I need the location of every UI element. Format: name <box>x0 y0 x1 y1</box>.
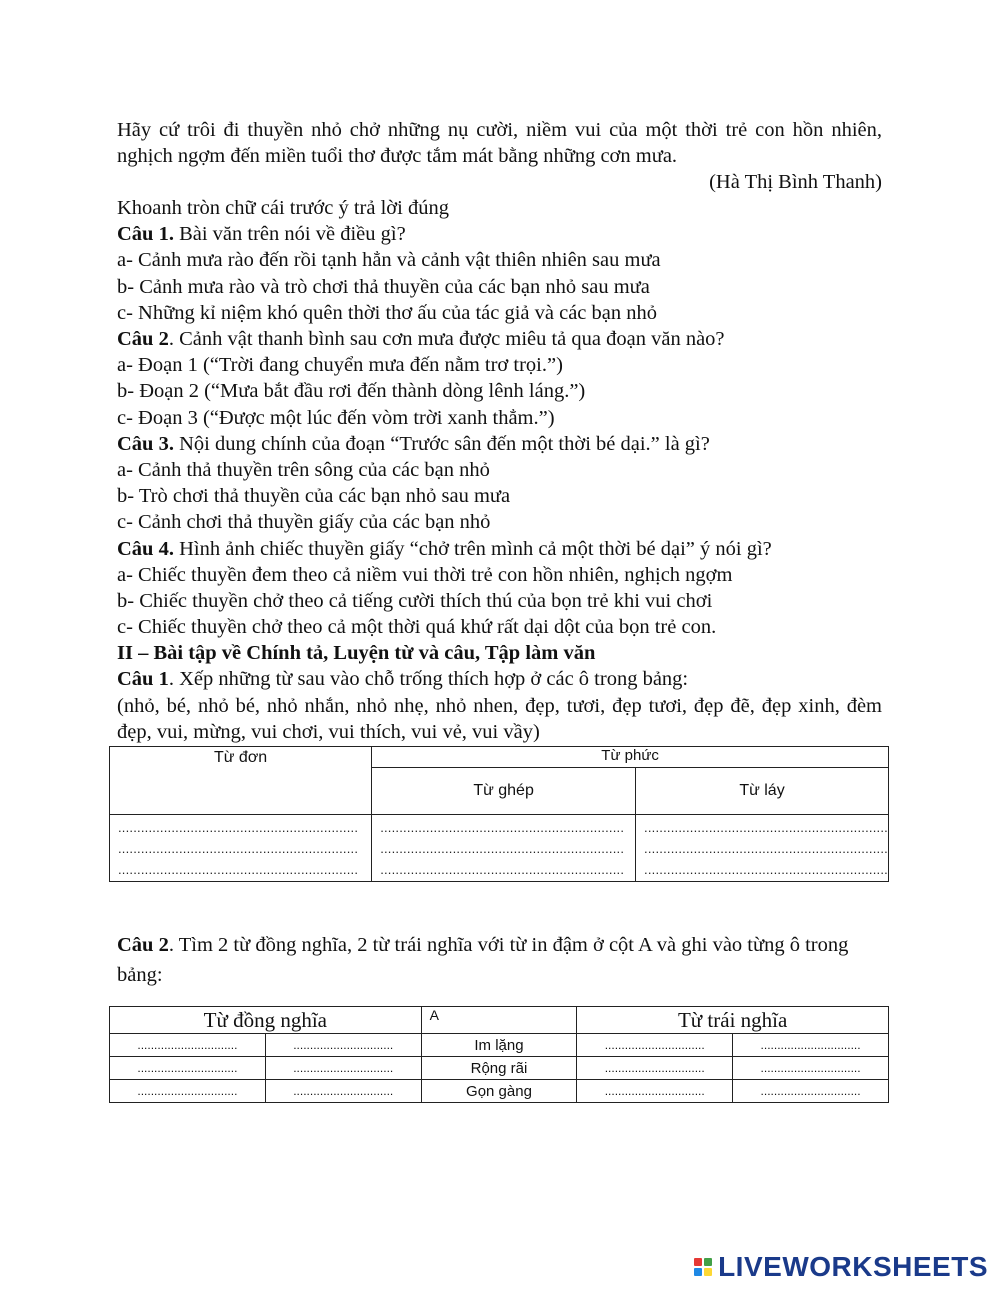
answer-option[interactable]: b- Cảnh mưa rào và trò chơi thả thuyền của các bạn nhỏ sau mưa <box>117 275 650 298</box>
worksheet-page <box>117 117 882 745</box>
blank-line: ................................................................ <box>644 840 888 856</box>
antonym-blank[interactable]: .............................. <box>577 1057 733 1080</box>
synonym-blank[interactable]: .............................. <box>110 1034 266 1057</box>
blank-line: ............................................................... <box>118 819 359 835</box>
question-text: . Xếp những từ sau vào chỗ trống thích hợp ở các ô trong bảng: <box>168 668 689 691</box>
question-label: Câu 2 <box>117 328 169 351</box>
answer-option[interactable]: b- Trò chơi thả thuyền của các bạn nhỏ sau mưa <box>117 485 511 508</box>
word-cell: Im lặng <box>421 1034 577 1057</box>
question-3 <box>117 431 882 536</box>
blank-line: ................................................................ <box>380 861 625 877</box>
blank-line: ............................................................... <box>118 840 359 856</box>
word-list: (nhỏ, bé, nhỏ bé, nhỏ nhắn, nhỏ nhẹ, nhỏ nhen, đẹp, tươi, đẹp tươi, đẹp đẽ, đẹp xinh, đèm đẹp, vui, mừng, vui chơi, vui thích, vui vẻ, vui vầy) <box>117 694 882 743</box>
blank-line: ................................................................ <box>380 840 625 856</box>
col-header-tu-phuc: Từ phức <box>372 747 889 768</box>
answer-option[interactable]: c- Đoạn 3 (“Được một lúc đến vòm trời xanh thẳm.”) <box>117 406 555 429</box>
question-label: Câu 3. <box>117 432 174 455</box>
col-header-tu-ghep: Từ ghép <box>372 768 636 815</box>
answer-cell-tu-lay[interactable] <box>636 815 889 882</box>
logo-square <box>694 1268 702 1276</box>
question-text: Nội dung chính của đoạn “Trước sân đến một thời bé dại.” là gì? <box>173 432 710 455</box>
synonym-blank[interactable]: .............................. <box>265 1034 421 1057</box>
question-2-part2 <box>117 930 882 990</box>
answer-option[interactable]: b- Đoạn 2 (“Mưa bắt đầu rơi đến thành dòng lênh láng.”) <box>117 380 586 403</box>
answer-option[interactable]: c- Những kỉ niệm khó quên thời thơ ấu của tác giả và các bạn nhỏ <box>117 301 657 324</box>
answer-option[interactable]: a- Cảnh mưa rào đến rồi tạnh hẳn và cảnh vật thiên nhiên sau mưa <box>117 249 661 272</box>
classification-table <box>109 746 889 882</box>
answer-option[interactable]: b- Chiếc thuyền chở theo cả tiếng cười thích thú của bọn trẻ khi vui chơi <box>117 590 713 613</box>
answer-option[interactable]: a- Cảnh thả thuyền trên sông của các bạn nhỏ <box>117 459 490 482</box>
question-label: Câu 4. <box>117 537 174 560</box>
answer-option[interactable]: a- Chiếc thuyền đem theo cả niềm vui thời trẻ con hồn nhiên, nghịch ngợm <box>117 563 733 586</box>
question-label: Câu 1 <box>117 668 169 691</box>
answer-option[interactable]: c- Chiếc thuyền chở theo cả một thời quá khứ rất dại dột của bọn trẻ con. <box>117 616 717 639</box>
brand-name: LIVEWORKSHEETS <box>718 1251 988 1282</box>
blank-line: ................................................................ <box>380 819 625 835</box>
answer-option[interactable]: a- Đoạn 1 (“Trời đang chuyển mưa đến nằm trơ trọi.”) <box>117 354 563 377</box>
answer-cell-tu-ghep[interactable] <box>372 815 636 882</box>
passage-closing: Hãy cứ trôi đi thuyền nhỏ chở những nụ cười, niềm vui của một thời trẻ con hồn nhiên, nghịch ngợm đến miền tuổi thơ được tắm mát bằng những cơn mưa. <box>117 119 882 167</box>
antonym-blank[interactable]: .............................. <box>577 1034 733 1057</box>
antonym-blank[interactable]: .............................. <box>733 1080 889 1103</box>
antonym-blank[interactable]: .............................. <box>733 1034 889 1057</box>
word-cell: Rộng rãi <box>421 1057 577 1080</box>
blank-line: ................................................................ <box>644 819 888 835</box>
answer-cell-tu-don[interactable] <box>110 815 372 882</box>
question-text: Bài văn trên nói về điều gì? <box>173 223 406 246</box>
synonym-blank[interactable]: .............................. <box>265 1057 421 1080</box>
logo-square <box>694 1258 702 1266</box>
col-header-dong-nghia: Từ đồng nghĩa <box>110 1007 422 1034</box>
question-label: Câu 1. <box>117 223 174 246</box>
question-text: . Cảnh vật thanh bình sau cơn mưa được miêu tả qua đoạn văn nào? <box>168 328 725 351</box>
word-cell: Gọn gàng <box>421 1080 577 1103</box>
logo-grid-icon <box>694 1258 712 1276</box>
question-2 <box>117 326 882 431</box>
question-text: . Tìm 2 từ đồng nghĩa, 2 từ trái nghĩa với từ in đậm ở cột A và ghi vào từng ô trong bảng: <box>117 934 849 986</box>
part1-instruction: Khoanh tròn chữ cái trước ý trả lời đúng <box>117 197 449 219</box>
passage-author: (Hà Thị Bình Thanh) <box>709 171 882 193</box>
col-header-tu-don: Từ đơn <box>110 747 372 815</box>
col-header-trai-nghia: Từ trái nghĩa <box>577 1007 889 1034</box>
antonym-blank[interactable]: .............................. <box>733 1057 889 1080</box>
question-1 <box>117 221 882 326</box>
blank-line: ............................................................... <box>118 861 359 877</box>
liveworksheets-logo <box>694 1251 988 1283</box>
synonym-blank[interactable]: .............................. <box>110 1057 266 1080</box>
synonym-blank[interactable]: .............................. <box>110 1080 266 1103</box>
question-label: Câu 2 <box>117 934 169 956</box>
answer-option[interactable]: c- Cảnh chơi thả thuyền giấy của các bạn nhỏ <box>117 511 491 534</box>
question-text: Hình ảnh chiếc thuyền giấy “chở trên mình cả một thời bé dại” ý nói gì? <box>173 537 772 560</box>
logo-square <box>704 1268 712 1276</box>
synonym-antonym-table <box>109 1006 889 1103</box>
antonym-blank[interactable]: .............................. <box>577 1080 733 1103</box>
logo-square <box>704 1258 712 1266</box>
col-header-tu-lay: Từ láy <box>636 768 889 815</box>
question-4 <box>117 536 882 641</box>
col-header-a: A <box>421 1007 577 1034</box>
synonym-blank[interactable]: .............................. <box>265 1080 421 1103</box>
part2-heading: II – Bài tập về Chính tả, Luyện từ và câu, Tập làm văn <box>117 642 596 665</box>
blank-line: ................................................................ <box>644 861 888 877</box>
